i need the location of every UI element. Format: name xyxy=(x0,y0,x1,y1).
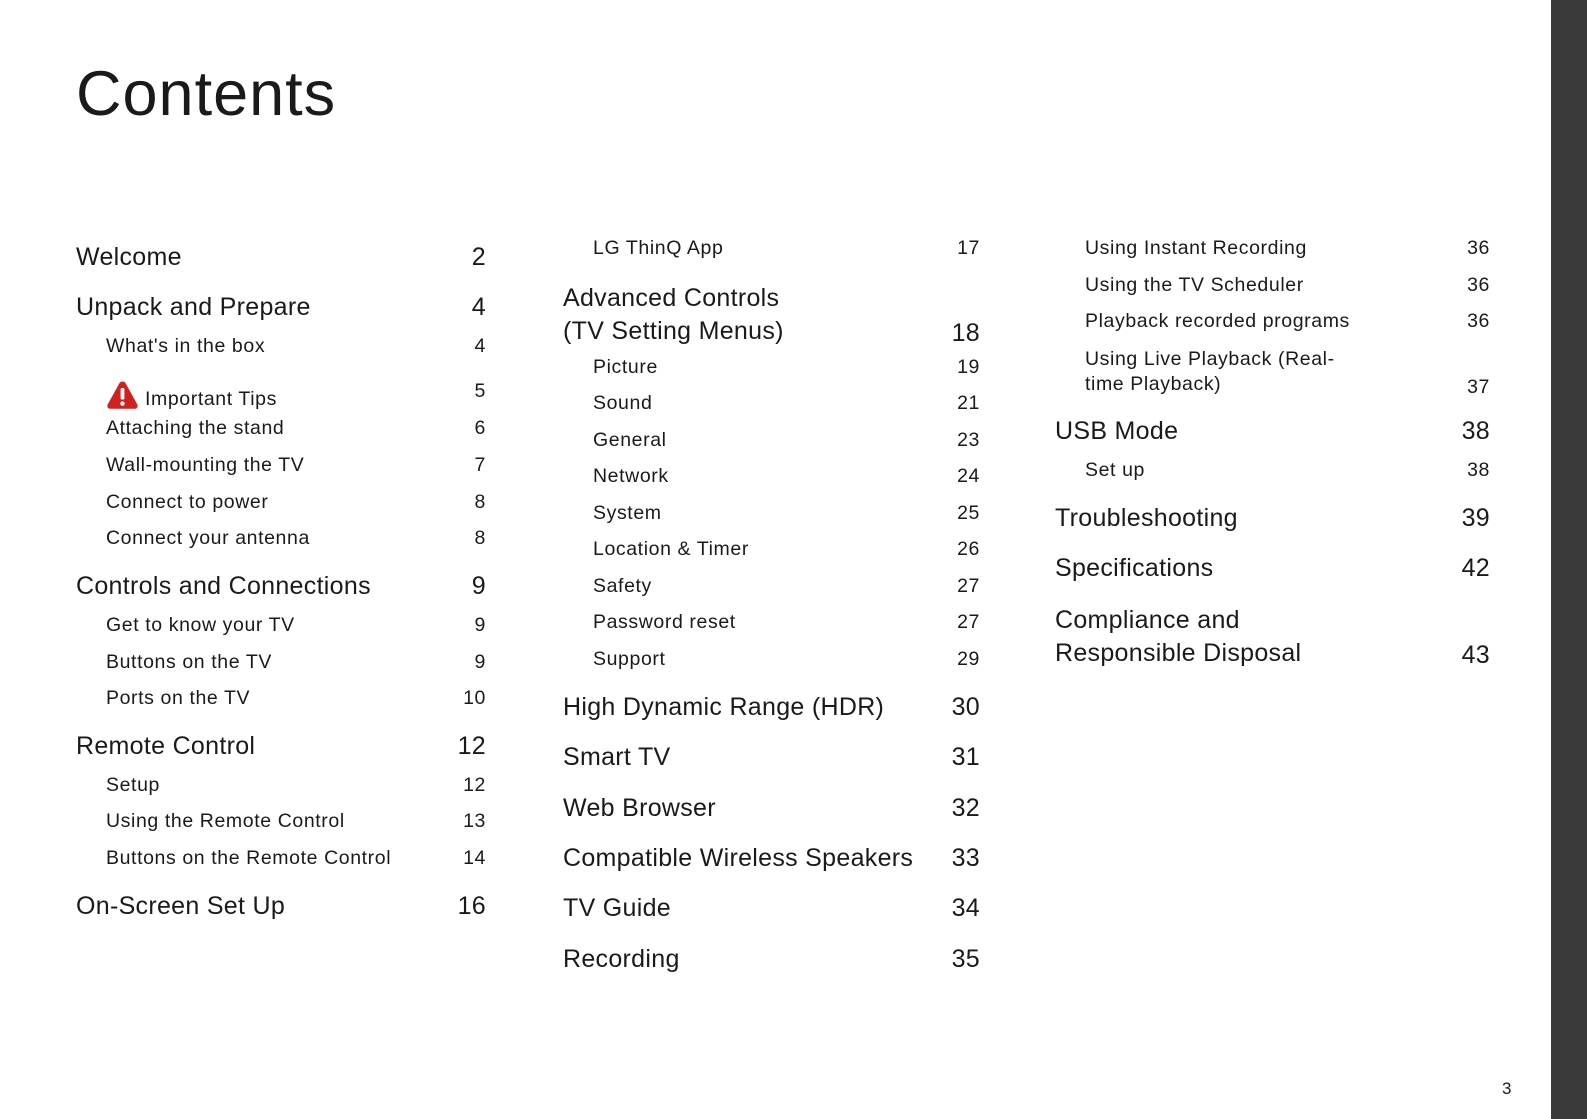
toc-entry-page: 10 xyxy=(463,687,486,709)
toc-entry-text: Using Instant Recording xyxy=(1085,237,1307,259)
toc-entry-label xyxy=(1055,604,1305,669)
toc-entry-label xyxy=(593,502,662,525)
toc-entry-page: 18 xyxy=(951,319,980,347)
toc-entry-page: 32 xyxy=(951,794,980,822)
toc-entry-page: 9 xyxy=(474,614,486,636)
toc-entry-text: High Dynamic Range (HDR) xyxy=(563,693,885,721)
toc-entry-page: 6 xyxy=(474,417,486,439)
toc-entry-text: Unpack and Prepare xyxy=(76,293,311,321)
toc-entry-compliance-and-responsible-disposal[interactable] xyxy=(1055,604,1490,670)
toc-entry-page: 25 xyxy=(957,502,980,524)
toc-entry-page: 36 xyxy=(1467,237,1490,259)
toc-entry-label xyxy=(106,417,284,440)
toc-entry-page: 35 xyxy=(951,945,980,973)
toc-entry-page: 7 xyxy=(474,454,486,476)
toc-entry-page: 14 xyxy=(463,847,486,869)
toc-entry-text: Safety xyxy=(593,575,652,597)
toc-entry-label xyxy=(106,454,304,477)
toc-entry-page: 29 xyxy=(957,648,980,670)
toc-entry-page: 12 xyxy=(463,774,486,796)
toc-entry-label xyxy=(106,810,345,833)
toc-entry-text: Set up xyxy=(1085,459,1145,481)
toc-entry-page: 27 xyxy=(957,611,980,633)
toc-entry-page: 37 xyxy=(1467,376,1490,398)
toc-entry-text: Sound xyxy=(593,392,653,414)
toc-entry-text: Location & Timer xyxy=(593,538,749,560)
toc-entry-page: 36 xyxy=(1467,310,1490,332)
toc-entry-page: 34 xyxy=(951,894,980,922)
toc-entry-page: 8 xyxy=(474,527,486,549)
toc-entry-label xyxy=(593,237,723,260)
toc-entry-text: Advanced Controls (TV Setting Menus) xyxy=(563,284,784,345)
toc-entry-page: 21 xyxy=(957,392,980,414)
toc-entry-text: Buttons on the Remote Control xyxy=(106,847,392,869)
toc-entry-label xyxy=(106,774,160,797)
toc-entry-page: 19 xyxy=(957,356,980,378)
toc-entry-page: 27 xyxy=(957,575,980,597)
toc-entry-page: 4 xyxy=(471,293,486,321)
toc-entry-page: 26 xyxy=(957,538,980,560)
toc-entry-text: Using Live Playback (Real-time Playback) xyxy=(1085,348,1335,396)
toc-entry-text: Using the Remote Control xyxy=(106,810,345,832)
toc-entry-text: Remote Control xyxy=(76,732,256,760)
toc-entry-text: On-Screen Set Up xyxy=(76,892,286,920)
toc-entry-text: Specifications xyxy=(1055,554,1214,582)
page-title: Contents xyxy=(76,59,337,129)
toc-entry-label xyxy=(1085,347,1335,398)
toc-entry-label xyxy=(106,335,265,358)
toc-entry-label xyxy=(76,293,311,322)
toc-entry-page: 24 xyxy=(957,465,980,487)
toc-entry-page: 30 xyxy=(951,693,980,721)
toc-entry-page: 5 xyxy=(474,380,486,402)
toc-entry-label xyxy=(593,538,749,561)
toc-entry-text: Network xyxy=(593,465,669,487)
toc-entry-page: 38 xyxy=(1461,417,1490,445)
toc-entry-label xyxy=(1085,310,1350,333)
toc-entry-label xyxy=(76,892,285,921)
toc-entry-label xyxy=(593,392,652,415)
toc-entry-page: 8 xyxy=(474,491,486,513)
toc-entry-text: Get to know your TV xyxy=(106,614,295,636)
toc-entry-text: Controls and Connections xyxy=(76,572,371,600)
toc-entry-label xyxy=(1055,554,1213,583)
toc-entry-text: Picture xyxy=(593,356,658,378)
toc-entry-label xyxy=(593,465,669,488)
toc-entry-label xyxy=(106,687,250,710)
toc-entry-page: 4 xyxy=(474,335,486,357)
toc-entry-label xyxy=(1055,417,1178,446)
toc-entry-text: Important Tips xyxy=(145,388,277,410)
toc-entry-label xyxy=(593,611,736,634)
toc-entry-text: Compatible Wireless Speakers xyxy=(563,844,914,872)
toc-entry-page: 9 xyxy=(474,651,486,673)
toc-entry-label xyxy=(76,243,182,272)
toc-entry-label xyxy=(76,732,255,761)
toc-entry-text: Connect your antenna xyxy=(106,527,310,549)
side-bar xyxy=(1551,0,1587,1119)
toc-entry-label xyxy=(593,575,652,598)
toc-entry-text: USB Mode xyxy=(1055,417,1179,445)
toc-entry-text: Compliance and Responsible Disposal xyxy=(1055,606,1302,667)
toc-entry-page: 33 xyxy=(951,844,980,872)
toc-entry-label xyxy=(563,282,823,347)
toc-entry-label xyxy=(593,356,658,379)
toc-entry-page: 12 xyxy=(457,732,486,760)
toc-entry-label xyxy=(563,794,716,823)
toc-entry-text: System xyxy=(593,502,662,524)
toc-entry-label xyxy=(106,847,391,870)
toc-entry-text: Recording xyxy=(563,945,680,973)
toc-entry-text: Support xyxy=(593,648,666,670)
toc-entry-page: 9 xyxy=(471,572,486,600)
toc-entry-text: Wall-mounting the TV xyxy=(106,454,305,476)
toc-entry-text: Using the TV Scheduler xyxy=(1085,274,1304,296)
toc-entry-label xyxy=(563,894,671,923)
toc-entry-text: TV Guide xyxy=(563,894,672,922)
page-number: 3 xyxy=(1502,1079,1512,1098)
toc-entry-text: Troubleshooting xyxy=(1055,504,1238,532)
toc-entry-label xyxy=(1085,274,1304,297)
toc-entry-text: Ports on the TV xyxy=(106,687,251,709)
warning-icon xyxy=(106,380,139,410)
toc-entry-page: 2 xyxy=(471,243,486,271)
toc-entry-label xyxy=(106,527,310,550)
toc-entry-label xyxy=(563,945,680,974)
toc-entry-label xyxy=(563,693,884,722)
toc-entry-text: Web Browser xyxy=(563,794,716,822)
toc-entry-text: Playback recorded programs xyxy=(1085,310,1350,332)
toc-entry-label xyxy=(1085,459,1145,482)
toc-entry-page: 43 xyxy=(1461,641,1490,669)
toc-entry-using-live-playback-real-time-playback[interactable] xyxy=(1055,347,1490,399)
toc-entry-label xyxy=(106,614,295,637)
toc-entry-text: Password reset xyxy=(593,611,736,633)
toc-entry-text: General xyxy=(593,429,667,451)
toc-entry-text: LG ThinQ App xyxy=(593,237,724,259)
toc-entry-label xyxy=(1085,237,1307,260)
toc-entry-label xyxy=(563,844,913,873)
toc-entry-text: Attaching the stand xyxy=(106,417,285,439)
toc-entry-label xyxy=(106,380,277,411)
toc-entry-label xyxy=(593,648,666,671)
toc-entry-page: 16 xyxy=(457,892,486,920)
toc-entry-page: 39 xyxy=(1461,504,1490,532)
toc-entry-label xyxy=(106,651,272,674)
toc-entry-page: 23 xyxy=(957,429,980,451)
toc-entry-text: Buttons on the TV xyxy=(106,651,272,673)
toc-entry-label xyxy=(76,572,371,601)
toc-entry-label xyxy=(593,429,667,452)
toc-entry-page: 36 xyxy=(1467,274,1490,296)
toc-entry-label xyxy=(106,491,268,514)
toc-entry-text: Connect to power xyxy=(106,491,269,513)
toc-entry-text: Setup xyxy=(106,774,160,796)
toc-entry-text: What's in the box xyxy=(106,335,266,357)
toc-entry-page: 42 xyxy=(1461,554,1490,582)
toc-entry-advanced-controls-tv-setting-menus[interactable] xyxy=(563,282,980,348)
toc-entry-page: 17 xyxy=(957,237,980,259)
toc-entry-page: 31 xyxy=(951,743,980,771)
toc-entry-text: Smart TV xyxy=(563,743,671,771)
toc-entry-page: 38 xyxy=(1467,459,1490,481)
toc-entry-label xyxy=(1055,504,1238,533)
toc-entry-label xyxy=(563,743,671,772)
toc-entry-text: Welcome xyxy=(76,243,182,271)
toc-entry-page: 13 xyxy=(463,810,486,832)
